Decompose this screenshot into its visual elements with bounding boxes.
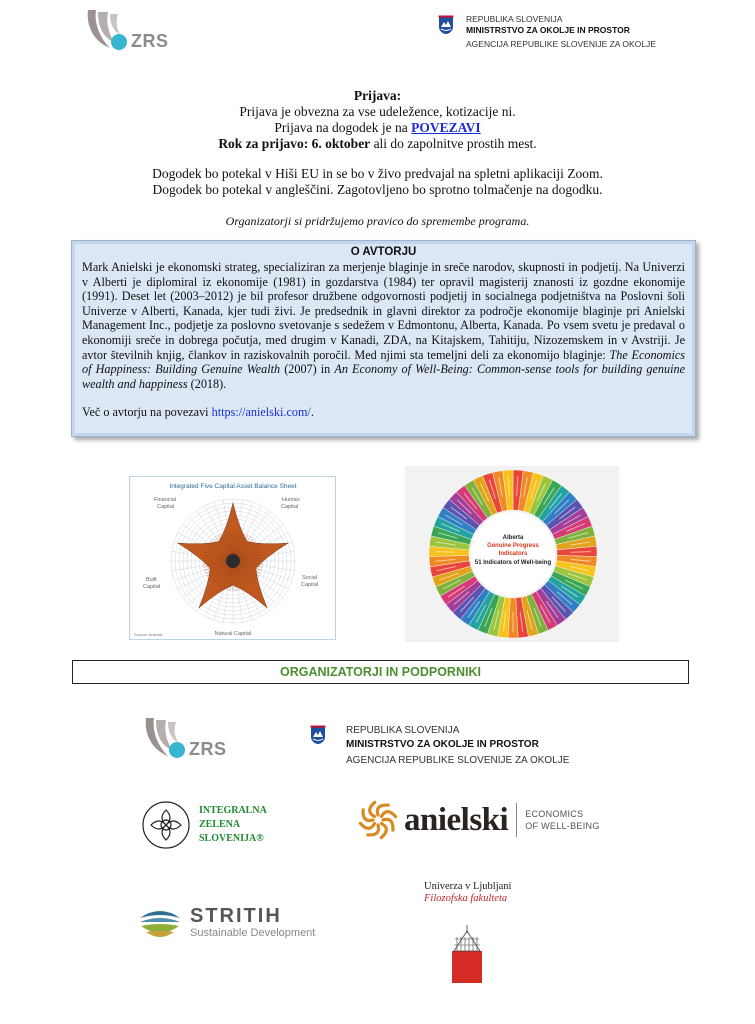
registration-deadline bbox=[0, 136, 755, 152]
anielski-tagline1: ECONOMICS bbox=[525, 809, 584, 819]
wheel-center-line2: Genuine Progress bbox=[487, 543, 539, 549]
swirl-arm bbox=[382, 812, 396, 817]
label-financial: Financial Capital bbox=[154, 497, 177, 510]
anielski-logo bbox=[358, 800, 600, 840]
zrs-leaves-icon-bottom bbox=[142, 716, 188, 760]
uni-building-icon bbox=[450, 925, 484, 983]
zrs-leaves-icon bbox=[84, 8, 130, 52]
event-line2: Dogodek bo potekal v angleščini. Zagotovljeno bo sprotno tolmačenje na dogodku. bbox=[152, 182, 603, 197]
anielski-wordmark: anielski bbox=[404, 801, 509, 838]
ministry-line2: MINISTRSTVO ZA OKOLJE IN PROSTOR bbox=[466, 25, 630, 36]
ministry-line1: REPUBLIKA SLOVENIJA bbox=[466, 14, 563, 24]
ministry-logo-bottom bbox=[310, 724, 569, 768]
label-human: Human Capital bbox=[281, 497, 300, 510]
uni-ljubljana-logo bbox=[424, 881, 511, 987]
izs-line2: ZELENA bbox=[199, 819, 241, 830]
izs-logo bbox=[141, 800, 267, 850]
author-bio bbox=[82, 260, 685, 391]
zrs-logo bbox=[84, 8, 169, 52]
five-capital-figure bbox=[129, 476, 336, 640]
organizers-title: ORGANIZATORJI IN PODPORNIKI bbox=[72, 660, 689, 684]
author-title: O AVTORJU bbox=[350, 246, 417, 258]
stritih-name: STRITIH bbox=[190, 905, 282, 927]
registration-line1: Prijava je obvezna za vse udeležence, kotizacije ni. bbox=[239, 104, 516, 119]
author-year2: (2018). bbox=[187, 376, 227, 391]
zrs-logo-bottom bbox=[142, 716, 227, 760]
swirl-arm bbox=[381, 824, 386, 838]
uni-line1: Univerza v Ljubljani bbox=[424, 881, 512, 892]
registration-line2 bbox=[0, 120, 755, 136]
ministry-bottom-line3: AGENCIJA REPUBLIKE SLOVENIJE ZA OKOLJE bbox=[346, 755, 570, 766]
anielski-swirl-icon bbox=[358, 800, 398, 840]
swirl-arm bbox=[370, 802, 375, 816]
slovenia-coat-of-arms-icon-bottom bbox=[310, 725, 326, 745]
author-year1: (2007) in bbox=[280, 362, 335, 377]
stritih-emblem-icon bbox=[138, 900, 182, 944]
anielski-divider bbox=[516, 803, 517, 837]
registration-link[interactable]: POVEZAVI bbox=[411, 120, 481, 135]
anielski-tagline bbox=[525, 808, 599, 832]
ministry-bottom-line1: REPUBLIKA SLOVENIJA bbox=[346, 725, 460, 736]
author-bio-main: Mark Anielski je ekonomski strateg, specializiran za merjenje blaginje in sreče narodov, skupnosti in podjetij. Na Univerzi v Alberti je diplomiral iz ekonomije (1981) in gozdarstva (1984) ter opravil magisterij znanosti iz gozdne ekonomije (1991). Deset let (2003–2012) je bil profesor družbene odgovornosti podjetij in socialnega podjetništva na Poslovni šoli Univerze v Alberti, Kanada, kjer tudi živi. Je predsednik in glavni direktor za področje ekonomije blaginje pri Anielski Management Inc., podjetje za poslovno svetovanje s sedežem v Edmontonu, Alberta, Kanada. Po vsem svetu je predaval o ekonomiji sreče in dobrega počutja, med drugim v Kanadi, ZDA, na Kitajskem, Tahitiju, Nizozemskem in v Avstriji. Je avtor številnih knjig, člankov in raziskovalnih poročil. Med njimi sta temeljni deli za ekonomijo blaginje: bbox=[82, 260, 685, 362]
wheel-segment-label-mark bbox=[435, 552, 455, 553]
author-more bbox=[82, 405, 685, 420]
label-social: Social Capital bbox=[301, 575, 319, 588]
star-center bbox=[226, 554, 240, 568]
slovenia-coat-of-arms-icon bbox=[438, 15, 454, 35]
gpi-wheel-svg bbox=[405, 466, 619, 642]
figure1-source: Source: Anielski bbox=[134, 632, 163, 637]
deadline-bold: Rok za prijavo: 6. oktober bbox=[218, 136, 371, 151]
izs-text bbox=[199, 804, 267, 846]
author-book1: The Economics of Happiness: Building Genuine Wealth bbox=[82, 347, 685, 377]
swirl-arm bbox=[360, 823, 374, 828]
ministry-line3: AGENCIJA REPUBLIKE SLOVENIJE ZA OKOLJE bbox=[466, 38, 656, 49]
izs-line3: SLOVENIJA® bbox=[199, 833, 264, 844]
author-website-link[interactable]: https://anielski.com/ bbox=[211, 405, 311, 420]
author-book2: An Economy of Well-Being: Common-sense tools for building genuine wealth and happiness bbox=[82, 362, 685, 391]
stritih-sub: Sustainable Development bbox=[190, 927, 316, 939]
zrs-logo-text-bottom: ZRS bbox=[189, 739, 227, 759]
event-line1: Dogodek bo potekal v Hiši EU in se bo v živo predvajal na spletni aplikaciji Zoom. bbox=[152, 166, 603, 181]
wheel-center-line1: Alberta bbox=[502, 535, 524, 541]
ministry-bottom-line2: MINISTRSTVO ZA OKOLJE IN PROSTOR bbox=[346, 738, 539, 750]
event-disclaimer: Organizatorji si pridržujemo pravico do spremembe programa. bbox=[225, 214, 530, 228]
anielski-tagline2: OF WELL-BEING bbox=[525, 821, 600, 831]
zrs-logo-text: ZRS bbox=[131, 31, 169, 51]
author-box bbox=[71, 240, 696, 437]
five-capital-svg bbox=[130, 477, 337, 641]
uni-line2: Filozofska fakulteta bbox=[424, 893, 508, 904]
wheel-center-line3: Indicators bbox=[498, 551, 528, 557]
wheel-center-line4: 51 Indicators of Well-being bbox=[474, 560, 552, 566]
author-more-suffix: . bbox=[310, 405, 314, 420]
five-capital-title: Integrated Five Capital Asset Balance Sheet bbox=[169, 483, 297, 490]
stritih-logo bbox=[138, 900, 315, 944]
registration-title: Prijava: bbox=[353, 88, 402, 103]
wheel-segment-label-mark bbox=[571, 552, 591, 553]
label-natural: Natural Capital bbox=[214, 631, 252, 637]
author-more-prefix: Več o avtorju na povezavi bbox=[82, 405, 212, 420]
ministry-logo bbox=[438, 14, 656, 50]
deadline-rest: ali do zapolnitve prostih mest. bbox=[370, 136, 537, 151]
gpi-wheel-figure bbox=[405, 466, 619, 642]
label-built: Built Capital bbox=[143, 577, 161, 590]
izs-line1: INTEGRALNA bbox=[199, 805, 267, 816]
registration-line2-prefix: Prijava na dogodek je na bbox=[274, 120, 412, 135]
izs-emblem-icon bbox=[141, 800, 191, 850]
